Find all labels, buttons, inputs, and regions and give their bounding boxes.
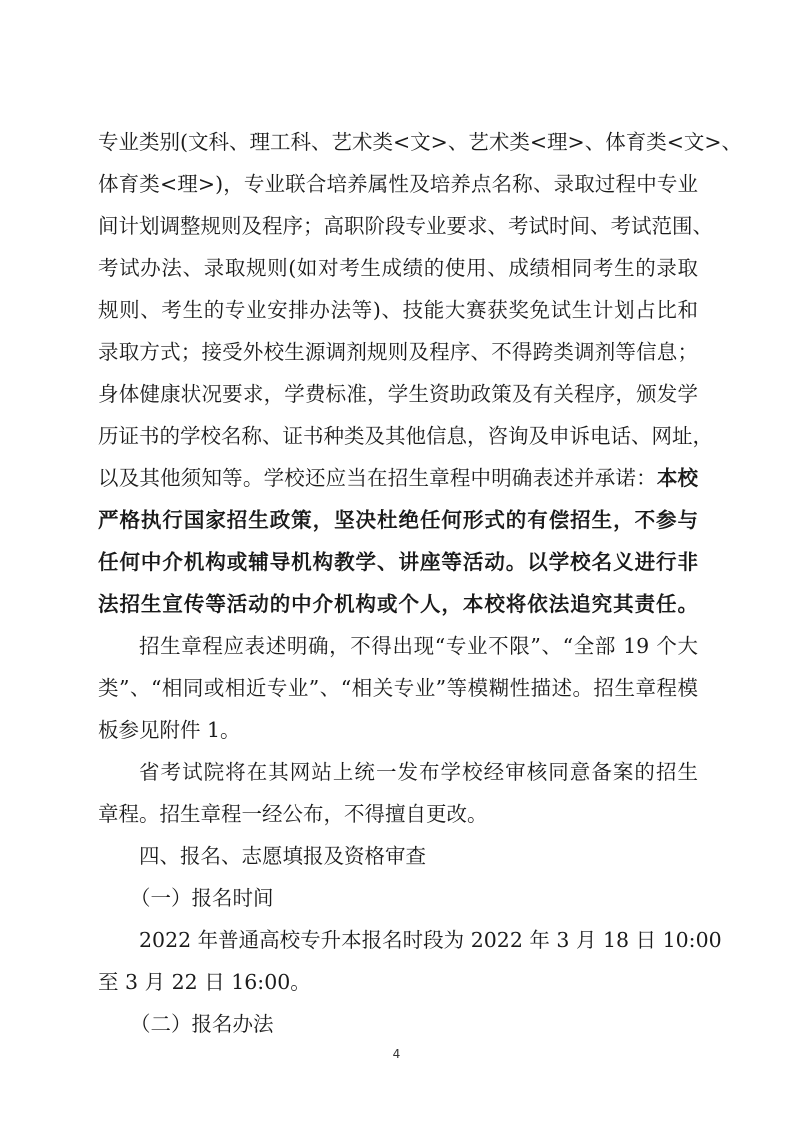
paragraph-line: 2022 年普通高校专升本报名时段为 2022 年 3 月 18 日 10:00 [139, 928, 722, 952]
paragraph-line: 体育类<理>)，专业联合培养属性及培养点名称、录取过程中专业 [98, 172, 698, 196]
subsection-heading: （一）报名时间 [130, 886, 274, 910]
paragraph-line: 考试办法、录取规则(如对考生成绩的使用、成绩相同考生的录取 [98, 256, 698, 280]
paragraph-text: 以及其他须知等。学校还应当在招生章程中明确表述并承诺： [98, 466, 657, 490]
bold-pledge-line: 法招生宣传等活动的中介机构或个人，本校将依法追究其责任。 [98, 592, 698, 616]
bold-pledge-text: 本校 [656, 466, 699, 490]
page-number: 4 [392, 1047, 401, 1061]
paragraph-line-mixed [98, 458, 698, 498]
paragraph-line: 章程。招生章程一经公布，不得擅自更改。 [98, 802, 488, 826]
subsection-heading: （二）报名办法 [130, 1012, 274, 1036]
paragraph-line: 身体健康状况要求，学费标准，学生资助政策及有关程序，颁发学 [98, 382, 698, 406]
paragraph-line: 至 3 月 22 日 16:00。 [98, 970, 311, 994]
paragraph-line: 专业类别(文科、理工科、艺术类<文>、艺术类<理>、体育类<文>、 [98, 130, 743, 154]
paragraph-line: 省考试院将在其网站上统一发布学校经审核同意备案的招生 [139, 760, 698, 784]
paragraph-line: 类”、“相同或相近专业”、“相关专业”等模糊性描述。招生章程模 [98, 676, 698, 700]
paragraph-line: 板参见附件 1。 [98, 718, 241, 742]
bold-pledge-line: 严格执行国家招生政策，坚决杜绝任何形式的有偿招生，不参与 [98, 508, 698, 532]
paragraph-line: 历证书的学校名称、证书种类及其他信息，咨询及申诉电话、网址， [98, 424, 713, 448]
paragraph-line: 规则、考生的专业安排办法等)、技能大赛获奖免试生计划占比和 [98, 298, 698, 322]
paragraph-line: 录取方式；接受外校生源调剂规则及程序、不得跨类调剂等信息； [98, 340, 698, 364]
section-heading: 四、报名、志愿填报及资格审查 [139, 844, 426, 868]
paragraph-line: 间计划调整规则及程序；高职阶段专业要求、考试时间、考试范围、 [98, 214, 713, 238]
paragraph-line: 招生章程应表述明确，不得出现“专业不限”、“全部 19 个大 [139, 634, 698, 658]
bold-pledge-line: 任何中介机构或辅导机构教学、讲座等活动。以学校名义进行非 [98, 550, 698, 574]
